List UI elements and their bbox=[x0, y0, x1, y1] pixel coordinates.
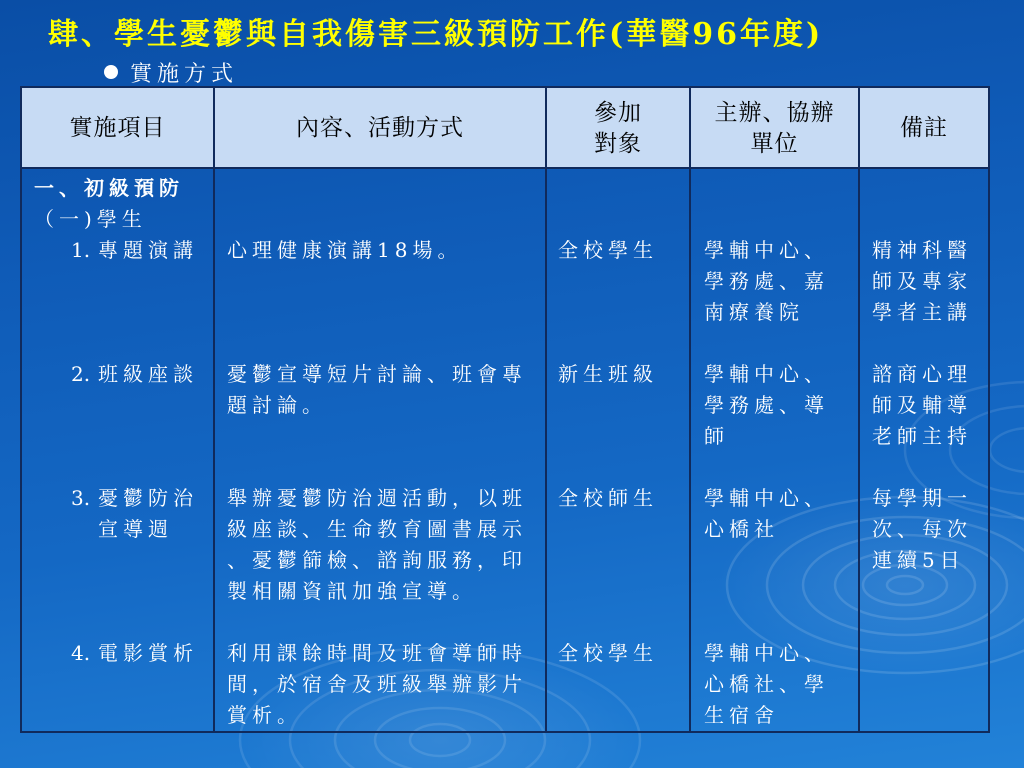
header-label: 單位 bbox=[750, 129, 799, 156]
subtitle-text: 實施方式 bbox=[130, 61, 239, 87]
item-number: 3. bbox=[71, 486, 91, 510]
participants-line: 全校學生 bbox=[558, 238, 658, 262]
organizer-line: 師 bbox=[704, 424, 729, 448]
item-label-cell bbox=[21, 235, 214, 359]
content-cell bbox=[214, 483, 546, 638]
organizer-line: 學務處、嘉 bbox=[704, 269, 829, 293]
header-cell-notes bbox=[859, 87, 989, 168]
content-line: 級座談、生命教育圖書展示 bbox=[227, 517, 527, 541]
header-label: 實施項目 bbox=[69, 114, 166, 140]
organizer-cell bbox=[690, 638, 859, 732]
item-label bbox=[22, 235, 213, 266]
item-name-line: 憂鬱防治 bbox=[98, 486, 198, 510]
content-cell bbox=[214, 638, 546, 732]
item-label-cell bbox=[21, 359, 214, 483]
item-name bbox=[98, 638, 198, 669]
organizer-line: 學輔中心、 bbox=[704, 362, 829, 386]
header-cell-participants bbox=[546, 87, 690, 168]
item-name bbox=[98, 235, 198, 266]
item-number: 2. bbox=[71, 362, 91, 386]
header-label: 參加 bbox=[594, 98, 642, 125]
participants-cell bbox=[546, 483, 690, 638]
empty-cell bbox=[546, 168, 690, 235]
table-row bbox=[21, 359, 989, 483]
note-line: 諮商心理 bbox=[872, 362, 972, 386]
table-header-row bbox=[21, 87, 989, 168]
header-label: 備註 bbox=[900, 114, 948, 140]
participants-line: 全校師生 bbox=[558, 486, 658, 510]
header-cell-organizer bbox=[690, 87, 859, 168]
section-group-label: （一)學生 bbox=[34, 207, 147, 231]
item-name-line: 電影賞析 bbox=[98, 641, 198, 665]
table-row bbox=[21, 483, 989, 638]
subtitle bbox=[104, 57, 238, 87]
header-label: 主辦、協辦 bbox=[714, 98, 835, 125]
item-label-cell bbox=[21, 638, 214, 732]
participants-cell bbox=[546, 359, 690, 483]
item-name bbox=[98, 359, 198, 390]
empty-cell bbox=[859, 168, 989, 235]
organizer-cell bbox=[690, 359, 859, 483]
organizer-line: 學輔中心、 bbox=[704, 238, 829, 262]
empty-cell bbox=[214, 168, 546, 235]
organizer-cell bbox=[690, 235, 859, 359]
item-name bbox=[98, 483, 198, 545]
item-name-line: 宣導週 bbox=[98, 517, 173, 541]
content-line: 題討論。 bbox=[227, 393, 327, 417]
organizer-line: 南療養院 bbox=[704, 300, 804, 324]
note-line: 連續5日 bbox=[872, 548, 965, 572]
item-name-line: 專題演講 bbox=[98, 238, 198, 262]
item-label-cell bbox=[21, 483, 214, 638]
content-line: 利用課餘時間及班會導師時 bbox=[227, 641, 527, 665]
section-heading: 一、初級預防 bbox=[34, 176, 184, 200]
notes-cell bbox=[859, 483, 989, 638]
content-line: 間，於宿舍及班級舉辦影片 bbox=[227, 672, 527, 696]
section-cell bbox=[21, 168, 214, 235]
note-line: 每學期一 bbox=[872, 486, 972, 510]
prevention-plan-table bbox=[20, 86, 990, 733]
organizer-cell bbox=[690, 483, 859, 638]
header-label: 對象 bbox=[594, 129, 642, 156]
participants-line: 全校學生 bbox=[558, 641, 658, 665]
bullet-icon bbox=[104, 65, 118, 79]
header-label: 內容、活動方式 bbox=[296, 114, 464, 140]
content-line: 心理健康演講18場。 bbox=[227, 238, 463, 262]
notes-cell bbox=[859, 235, 989, 359]
item-name-line: 班級座談 bbox=[98, 362, 198, 386]
table-row bbox=[21, 235, 989, 359]
item-number: 4. bbox=[71, 641, 91, 665]
item-number: 1. bbox=[71, 238, 91, 262]
note-line: 老師主持 bbox=[872, 424, 972, 448]
content-line: 憂鬱宣導短片討論、班會專 bbox=[227, 362, 527, 386]
participants-cell bbox=[546, 235, 690, 359]
content-line: 舉辦憂鬱防治週活動，以班 bbox=[227, 486, 527, 510]
content-line: 製相關資訊加強宣導。 bbox=[227, 579, 477, 603]
note-line: 師及專家 bbox=[872, 269, 972, 293]
notes-cell bbox=[859, 359, 989, 483]
notes-cell bbox=[859, 638, 989, 732]
item-label bbox=[22, 359, 213, 390]
content-line: 賞析。 bbox=[227, 703, 302, 727]
note-line: 學者主講 bbox=[872, 300, 972, 324]
organizer-line: 生宿舍 bbox=[704, 703, 779, 727]
participants-line: 新生班級 bbox=[558, 362, 658, 386]
slide-title: 肆、學生憂鬱與自我傷害三級預防工作(華醫96年度) bbox=[48, 17, 824, 52]
table-row bbox=[21, 638, 989, 732]
item-label bbox=[22, 638, 213, 669]
note-line: 次、每次 bbox=[872, 517, 972, 541]
participants-cell bbox=[546, 638, 690, 732]
organizer-line: 心橋社 bbox=[704, 517, 779, 541]
note-line: 師及輔導 bbox=[872, 393, 972, 417]
note-line: 精神科醫 bbox=[872, 238, 972, 262]
content-cell bbox=[214, 235, 546, 359]
section-row bbox=[21, 168, 989, 235]
header-cell-item bbox=[21, 87, 214, 168]
content-cell bbox=[214, 359, 546, 483]
empty-cell bbox=[690, 168, 859, 235]
header-cell-content bbox=[214, 87, 546, 168]
organizer-line: 心橋社、學 bbox=[704, 672, 829, 696]
organizer-line: 學輔中心、 bbox=[704, 486, 829, 510]
item-label bbox=[22, 483, 213, 545]
organizer-line: 學輔中心、 bbox=[704, 641, 829, 665]
organizer-line: 學務處、導 bbox=[704, 393, 829, 417]
content-line: 、憂鬱篩檢、諮詢服務，印 bbox=[227, 548, 527, 572]
